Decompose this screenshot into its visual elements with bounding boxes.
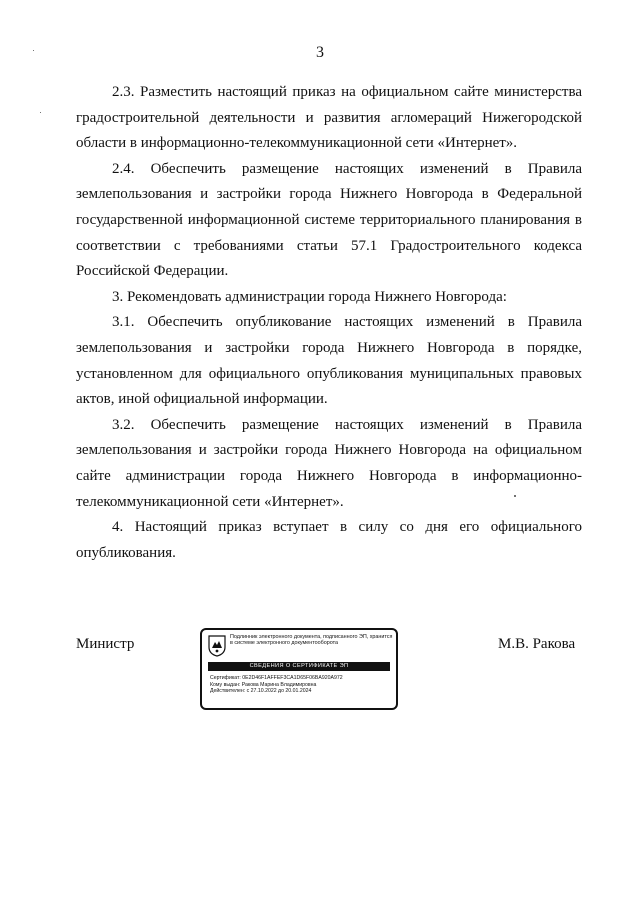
paragraph-3: 3. Рекомендовать администрации города Нижнего Новгорода: (112, 288, 507, 305)
paragraph-4: 4. Настоящий приказ вступает в силу со дня его официального опубликования. (76, 519, 582, 561)
stamp-issued-to: Кому выдан: Ракова Марина Владимировна (210, 681, 317, 688)
coat-of-arms-icon (208, 635, 226, 657)
signer-title: Министр (76, 636, 135, 652)
stamp-validity: Действителен: с 27.10.2022 до 20.01.2024 (210, 688, 312, 695)
scan-speck (40, 112, 41, 113)
document-body (76, 80, 582, 566)
scan-speck (514, 495, 516, 497)
signature-block (0, 628, 640, 718)
stamp-note: Подлинник электронного документа, подписанного ЭП, хранится в системе электронного документооборота (230, 634, 393, 647)
stamp-certificate: Сертификат: 0E2D46F1AFFEF3CA1D65F06BA920A972 (210, 675, 343, 681)
paragraph-3-1: 3.1. Обеспечить опубликование настоящих изменений в Правила землепользования и застройки города Нижнего Новгорода в порядке, установленном для официального опубликования муниципальных правовых актов, иной официальной информации. (76, 314, 582, 408)
paragraph-2-4: 2.4. Обеспечить размещение настоящих изменений в Правила землепользования и застройки города Нижнего Новгорода в Федеральной государственной информационной системе территориального планирования в соответствии с требованиями статьи 57.1 Градостроительного кодекса Российской Федерации. (76, 160, 582, 280)
page-number: 3 (316, 44, 324, 61)
electronic-signature-stamp (200, 628, 398, 710)
stamp-header: СВЕДЕНИЯ О СЕРТИФИКАТЕ ЭП (208, 662, 390, 671)
paragraph-3-2: 3.2. Обеспечить размещение настоящих изменений в Правила землепользования и застройки города Нижнего Новгорода на официальном сайте администрации города Нижнего Новгорода в информационно-телекоммуникационной сети «Интернет». (76, 416, 582, 510)
scan-speck (33, 50, 34, 51)
signer-name: М.В. Ракова (498, 636, 576, 652)
paragraph-2-3: 2.3. Разместить настоящий приказ на официальном сайте министерства градостроительной деятельности и развития агломераций Нижегородской области в информационно-телекоммуникационной сети «Интернет». (76, 84, 582, 152)
stamp-details (210, 675, 392, 695)
